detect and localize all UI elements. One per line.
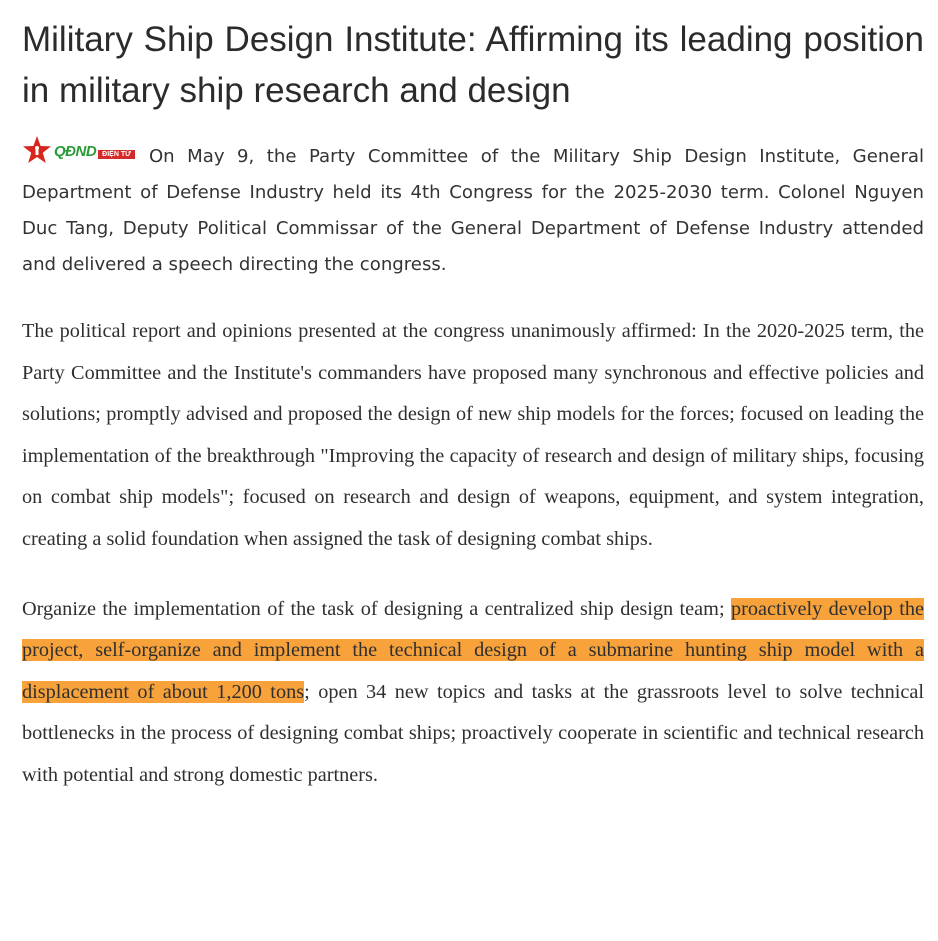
- logo-text: [54, 144, 135, 159]
- qdnd-logo: [22, 135, 135, 167]
- highlighted-text: proactively develop the project, self-organize and implement the technical design of a submarine hunting ship model with a displacement of about 1,200 tons: [22, 597, 924, 703]
- paragraph-2-after: ; open 34 new topics and tasks at the grassroots level to solve technical bottlenecks in the process of designing combat ships; proactively cooperate in scientific and technical research with potential and strong domestic partners.: [22, 680, 924, 786]
- logo-sub: ĐIỆN TỬ: [98, 150, 135, 159]
- paragraph-1: The political report and opinions presented at the congress unanimously affirmed: In the 2020-2025 term, the Party Committee and the Institute's commanders have proposed many synchronous and effective policies and solutions; promptly advised and proposed the design of new ship models for the forces; focused on leading the implementation of the breakthrough "Improving the capacity of research and design of military ships, focusing on combat ship models"; focused on research and design of weapons, equipment, and system integration, creating a solid foundation when assigned the task of designing combat ships.: [22, 320, 924, 550]
- article-title: Military Ship Design Institute: Affirming its leading position in military ship research and design: [22, 20, 924, 110]
- sapo-text: On May 9, the Party Committee of the Military Ship Design Institute, General Department of Defense Industry held its 4th Congress for the 2025-2030 term. Colonel Nguyen Duc Tang, Deputy Political Commissar of the General Department of Defense Industry attended and delivered a speech directing the congress.: [22, 146, 924, 275]
- article: [22, 14, 924, 797]
- article-sapo: [22, 135, 924, 283]
- paragraph-2: [22, 589, 924, 797]
- paragraph-2-before: Organize the implementation of the task of designing a centralized ship design team;: [22, 597, 731, 620]
- red-star-icon: [22, 135, 52, 167]
- logo-brand: QĐND: [54, 142, 97, 160]
